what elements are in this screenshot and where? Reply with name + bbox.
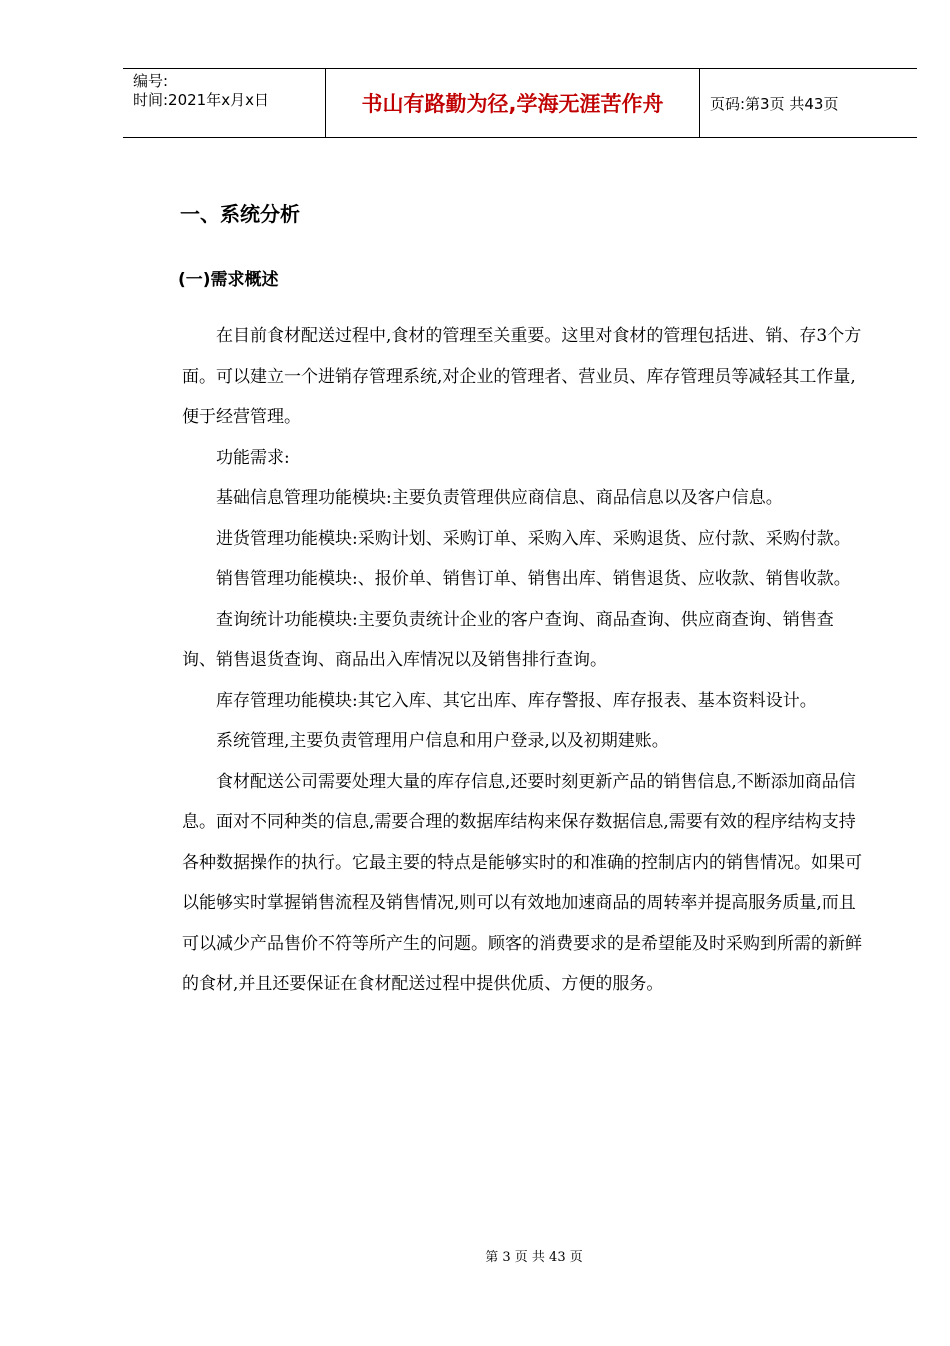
paragraph: 系统管理,主要负责管理用户信息和用户登录,以及初期建账。 [216, 731, 669, 751]
subsection-heading: (一)需求概述 [178, 270, 279, 290]
header-divider [699, 69, 700, 137]
page-footer [0, 1246, 950, 1265]
paragraph: 基础信息管理功能模块:主要负责管理供应商信息、商品信息以及客户信息。 [216, 488, 783, 508]
header-motto: 书山有路勤为径,学海无涯苦作舟 [361, 92, 664, 116]
paragraph: 销售管理功能模块:、报价单、销售订单、销售出库、销售退货、应收款、销售收款。 [216, 569, 851, 589]
paragraph: 查询统计功能模块:主要负责统计企业的客户查询、商品查询、供应商查询、销售查询、销售退货查询、商品出入库情况以及销售排行查询。 [182, 609, 834, 670]
header-number-label: 编号: [133, 72, 169, 90]
footer-page-number: 第 3 页 共 43 页 [485, 1250, 583, 1265]
header-page-info: 页码:第3页 共43页 [710, 94, 839, 113]
paragraph: 进货管理功能模块:采购计划、采购订单、采购入库、采购退货、应付款、采购付款。 [216, 528, 851, 549]
paragraph: 食材配送公司需要处理大量的库存信息,还要时刻更新产品的销售信息,不断添加商品信息。面对不同种类的信息,需要合理的数据库结构来保存数据信息,需要有效的程序结构支持各种数据操作的执行。它最主要的特点是能够实时的和准确的控制店内的销售情况。如果可以能够实时掌握销售流程及销售情况,则可以有效地加速商品的周转率并提高服务质量,而且可以减少产品售价不符等所产生的问题。顾客的消费要求的是希望能及时采购到所需的新鲜的食材,并且还要保证在食材配送过程中提供优质、方便的服务。 [182, 771, 862, 994]
paragraph: 库存管理功能模块:其它入库、其它出库、库存警报、库存报表、基本资料设计。 [216, 690, 817, 711]
document-header [123, 68, 917, 138]
body-text [182, 316, 864, 1005]
paragraph: 功能需求: [216, 447, 290, 468]
header-meta [133, 72, 269, 110]
paragraph: 在目前食材配送过程中,食材的管理至关重要。这里对食材的管理包括进、销、存3个方面。可以建立一个进销存管理系统,对企业的管理者、营业员、库存管理员等减轻其工作量,便于经营管理。 [182, 326, 862, 427]
header-time-label: 时间:2021年x月x日 [133, 91, 269, 109]
section-heading: 一、系统分析 [180, 202, 300, 226]
